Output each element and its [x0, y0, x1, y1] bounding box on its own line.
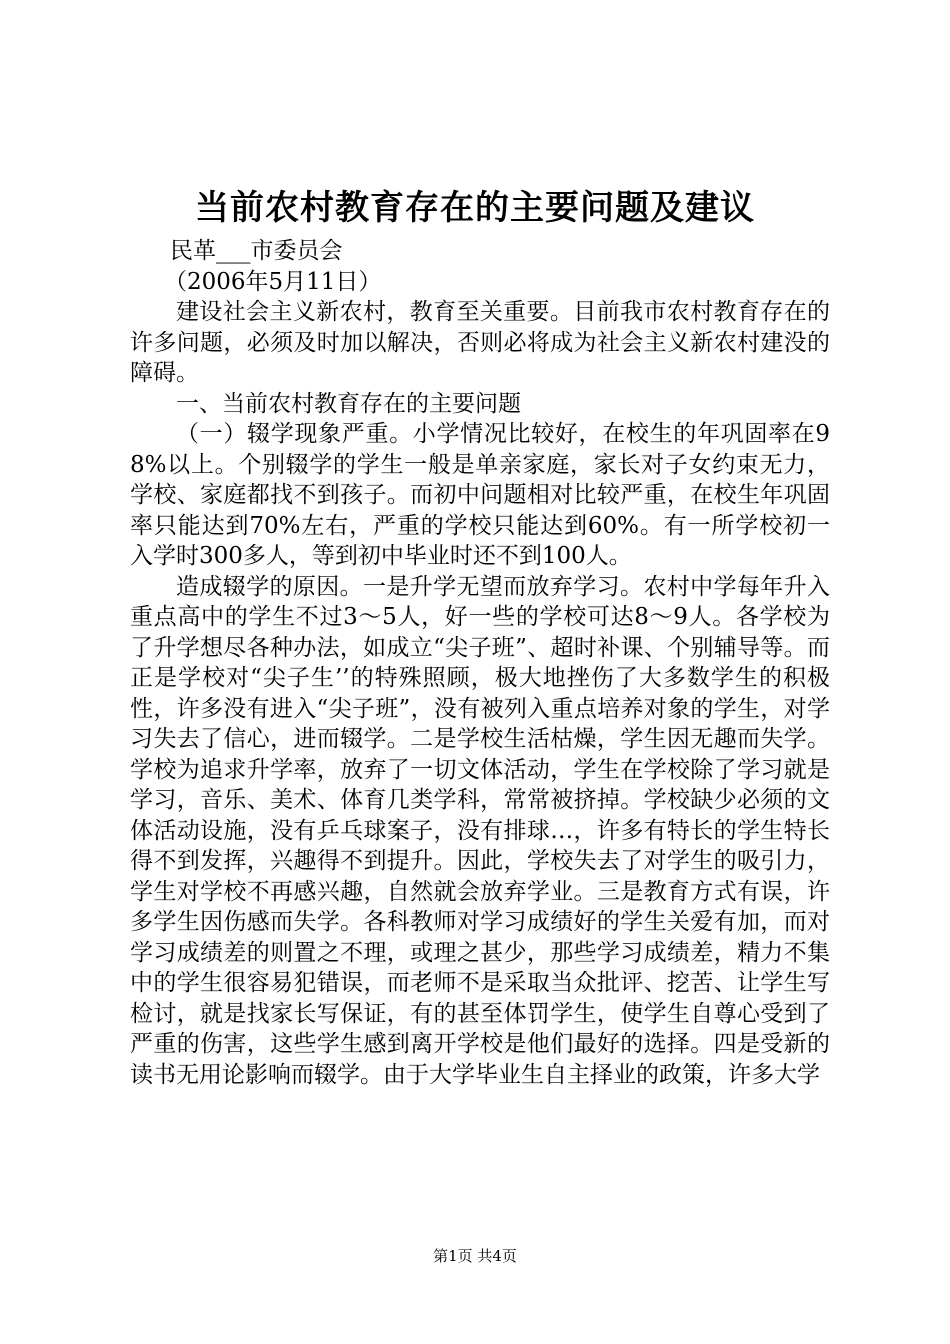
date-line: （2006年5月11日） — [164, 268, 382, 295]
author-line: 民革___市委员会 — [170, 238, 343, 264]
paragraph-causes: 造成辍学的原因。一是升学无望而放弃学习。农村中学每年升入重点高中的学生不过3～5人，好一些的学校可达8～9人。各学校为了升学想尽各种办法，如成立“尖子班”、超时补课、个别辅导等。而正是学校对“尖子生’’的特殊照顾，极大地挫伤了大多数学生的积极性，许多没有进入“尖子班”，没有被列入重点培养对象的学生，对学习失去了信心，进而辍学。二是学校生活枯燥，学生因无趣而失学。学校为追求升学率，放弃了一切文体活动，学生在学校除了学习就是学习，音乐、美术、体育几类学科，常常被挤掉。学校缺少必须的文体活动设施，没有乒乓球案子，没有排球…，许多有特长的学生特长得不到发挥，兴趣得不到提升。因此，学校失去了对学生的吸引力，学生对学校不再感兴趣，自然就会放弃学业。三是教育方式有误，许多学生因伤感而失学。各科教师对学习成绩好的学生关爱有加，而对学习成绩差的则置之不理，或理之甚少，那些学习成绩差，精力不集中的学生很容易犯错误，而老师不是采取当众批评、挖苦、让学生写检讨，就是找家长写保证，有的甚至体罚学生，使学生自尊心受到了严重的伤害，这些学生感到离开学校是他们最好的选择。四是受新的读书无用论影响而辍学。由于大学毕业生自主择业的政策，许多大学 — [130, 573, 830, 1088]
document-title: 当前农村教育存在的主要问题及建议 — [195, 188, 755, 228]
document-body — [130, 236, 830, 1090]
page-footer: 第1页 共4页 — [433, 1247, 517, 1265]
paragraph-intro: 建设社会主义新农村，教育至关重要。目前我市农村教育存在的许多问题，必须及时加以解决，否则必将成为社会主义新农村建没的障碍。 — [130, 299, 830, 386]
section-heading: 一、当前农村教育存在的主要问题 — [176, 390, 521, 417]
paragraph-dropout: （一）辍学现象严重。小学情况比较好，在校生的年巩固率在98%以上。个别辍学的学生一般是单亲家庭，家长对子女约束无力，学校、家庭都找不到孩子。而初中问题相对比较严重，在校生年巩固率只能达到70%左右，严重的学校只能达到60%。有一所学校初一入学时300多人，等到初中毕业时还不到100人。 — [130, 421, 830, 569]
